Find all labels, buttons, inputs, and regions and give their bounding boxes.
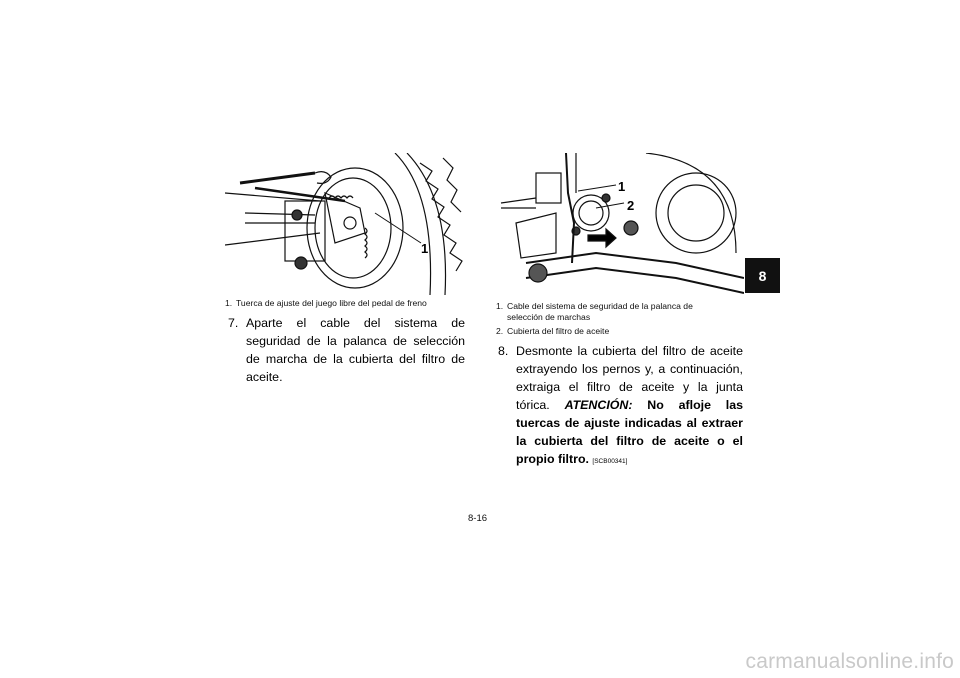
figure-brake-adjust <box>225 153 465 295</box>
warning-label: ATENCIÓN: <box>564 398 633 412</box>
callout-1-left: 1 <box>421 241 429 256</box>
brake-illustration <box>225 153 465 295</box>
callout-2-right: 2 <box>627 198 635 213</box>
warning-text: No afloje las tuercas de ajuste indicadas al extraer la cubierta del filtro de aceite o el propio filtro. <box>516 398 743 466</box>
callout-1-right: 1 <box>618 179 626 194</box>
step-7 <box>228 314 465 386</box>
figure-oil-filter <box>496 153 744 298</box>
caption-item: 1. Cable del sistema de seguridad de la palanca de selección de marchas <box>496 301 693 322</box>
caption-item: 1. Tuerca de ajuste del juego libre del pedal de freno <box>225 298 427 308</box>
caption-right <box>496 301 746 337</box>
step-8 <box>498 342 743 471</box>
reference-code: [SCB00341] <box>592 458 628 465</box>
oil-filter-illustration <box>496 153 744 298</box>
caption-item: 2. Cubierta del filtro de aceite <box>496 326 610 336</box>
step-number: 7. <box>228 316 239 330</box>
step-number: 8. <box>498 344 509 358</box>
watermark: carmanualsonline.info <box>745 650 954 673</box>
step-text: Aparte el cable del sistema de seguridad de la palanca de selección de marcha de la cubierta del filtro de aceite. <box>246 316 465 384</box>
caption-left <box>225 298 465 309</box>
section-tab: 8 <box>745 258 780 293</box>
page-number: 8-16 <box>468 513 488 524</box>
step-text: Desmonte la cubierta del filtro de aceite extrayendo los pernos y, a continuación, extraiga el filtro de aceite y la junta tórica. ATENCIÓN: No afloje las tuercas de ajuste indicadas al extraer la cubierta del filtro de aceite o el propio filtro. [SCB00341] <box>516 344 743 466</box>
